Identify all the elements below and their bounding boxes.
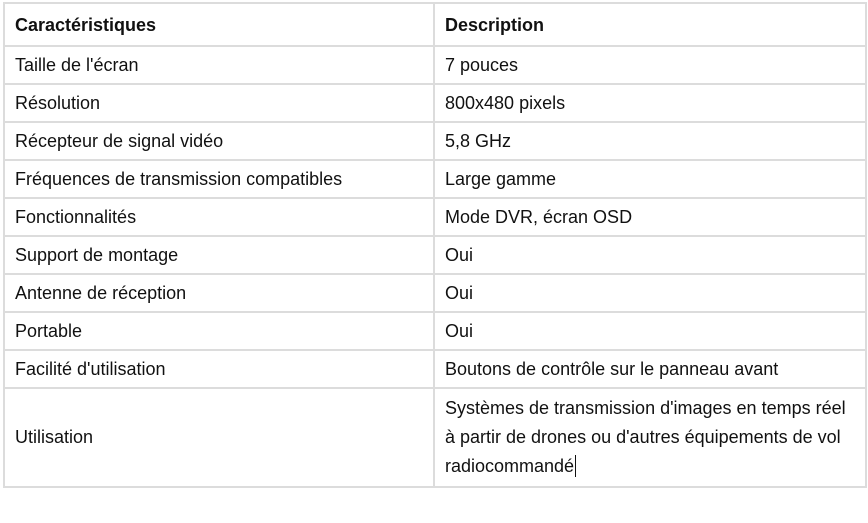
cell-characteristic: Récepteur de signal vidéo bbox=[4, 122, 434, 160]
cell-characteristic: Antenne de réception bbox=[4, 274, 434, 312]
cell-description: Oui bbox=[434, 312, 866, 350]
cell-characteristic: Fréquences de transmission compatibles bbox=[4, 160, 434, 198]
table-row bbox=[4, 122, 866, 160]
table-row bbox=[4, 274, 866, 312]
cell-description: Oui bbox=[434, 236, 866, 274]
cell-description: 5,8 GHz bbox=[434, 122, 866, 160]
cell-characteristic: Facilité d'utilisation bbox=[4, 350, 434, 388]
table-row bbox=[4, 312, 866, 350]
cell-description-text: Systèmes de transmission d'images en temps réel à partir de drones ou d'autres équipements de vol radiocommandé bbox=[445, 398, 846, 476]
cell-description: Boutons de contrôle sur le panneau avant bbox=[434, 350, 866, 388]
column-header-characteristics: Caractéristiques bbox=[4, 3, 434, 46]
column-header-description: Description bbox=[434, 3, 866, 46]
specifications-table bbox=[3, 2, 867, 488]
table-row bbox=[4, 84, 866, 122]
table-row bbox=[4, 236, 866, 274]
cell-characteristic: Utilisation bbox=[4, 388, 434, 487]
table-row bbox=[4, 46, 866, 84]
cell-description: Large gamme bbox=[434, 160, 866, 198]
text-cursor bbox=[575, 455, 576, 477]
table-header-row bbox=[4, 3, 866, 46]
cell-description: Mode DVR, écran OSD bbox=[434, 198, 866, 236]
cell-characteristic: Fonctionnalités bbox=[4, 198, 434, 236]
table-row bbox=[4, 160, 866, 198]
cell-characteristic: Portable bbox=[4, 312, 434, 350]
cell-description: Oui bbox=[434, 274, 866, 312]
cell-characteristic: Taille de l'écran bbox=[4, 46, 434, 84]
cell-description: 7 pouces bbox=[434, 46, 866, 84]
table-row bbox=[4, 350, 866, 388]
cell-characteristic: Résolution bbox=[4, 84, 434, 122]
table-row bbox=[4, 388, 866, 487]
cell-description: 800x480 pixels bbox=[434, 84, 866, 122]
cell-characteristic: Support de montage bbox=[4, 236, 434, 274]
cell-description-editable[interactable] bbox=[434, 388, 866, 487]
table-row bbox=[4, 198, 866, 236]
